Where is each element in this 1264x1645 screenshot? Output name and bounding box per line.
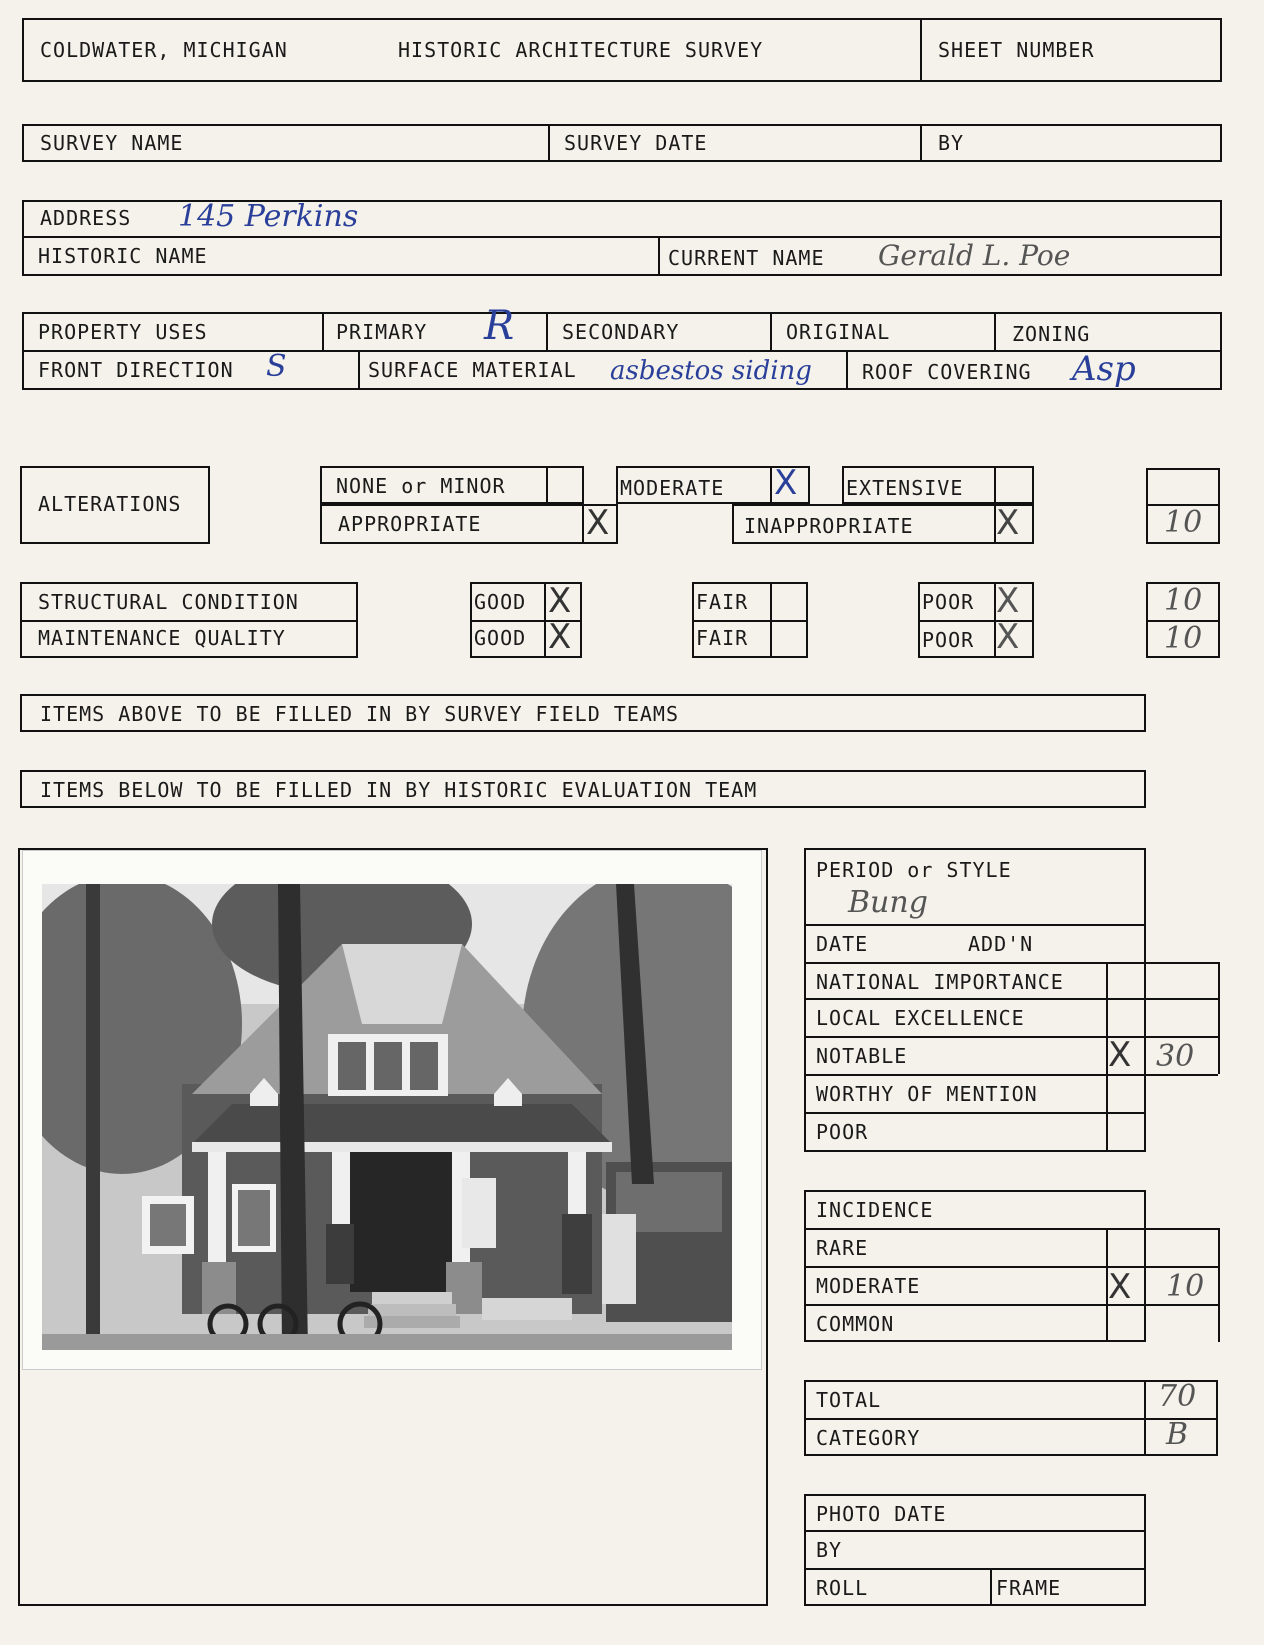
none-minor-label: NONE or MINOR <box>336 474 506 498</box>
page-title: HISTORIC ARCHITECTURE SURVEY <box>398 38 764 62</box>
roll-label: ROLL <box>816 1576 869 1600</box>
incidence-moderate-score: 10 <box>1166 1269 1205 1304</box>
alterations-label: ALTERATIONS <box>38 492 182 516</box>
survey-by-label: BY <box>938 131 965 155</box>
worthy-of-mention-label: WORTHY OF MENTION <box>816 1082 1038 1106</box>
current-name-value: Gerald L. Poe <box>878 239 1071 272</box>
original-label: ORIGINAL <box>786 320 891 344</box>
maintenance-score: 10 <box>1164 621 1203 656</box>
inappropriate-scribble-mark: X <box>996 503 1020 543</box>
category-label: CATEGORY <box>816 1426 921 1450</box>
items-above-note: ITEMS ABOVE TO BE FILLED IN BY SURVEY FIELD TEAMS <box>40 702 680 726</box>
photo-by-label: BY <box>816 1538 843 1562</box>
period-style-label: PERIOD or STYLE <box>816 858 1012 882</box>
incidence-label: INCIDENCE <box>816 1198 934 1222</box>
structural-score: 10 <box>1164 583 1203 618</box>
maintenance-poor-scribble-mark: X <box>996 617 1020 657</box>
maintenance-poor-label: POOR <box>922 628 975 652</box>
frame-label: FRAME <box>996 1576 1062 1600</box>
house-photo-image <box>42 884 732 1350</box>
structural-poor-scribble-mark: X <box>996 581 1020 621</box>
period-style-value: Bung <box>848 885 928 920</box>
evaluation-poor-label: POOR <box>816 1120 869 1144</box>
rare-label: RARE <box>816 1236 869 1260</box>
appropriate-check-mark: X <box>586 503 610 543</box>
incidence-moderate-label: MODERATE <box>816 1274 921 1298</box>
addn-label: ADD'N <box>968 932 1034 956</box>
structural-good-label: GOOD <box>474 590 527 614</box>
sheet-number-label: SHEET NUMBER <box>938 38 1095 62</box>
local-excellence-label: LOCAL EXCELLENCE <box>816 1006 1025 1030</box>
current-name-label: CURRENT NAME <box>668 246 825 270</box>
items-below-note: ITEMS BELOW TO BE FILLED IN BY HISTORIC EVALUATION TEAM <box>40 778 758 802</box>
date-label: DATE <box>816 932 869 956</box>
moderate-check-mark: X <box>774 463 798 503</box>
notable-label: NOTABLE <box>816 1044 908 1068</box>
front-direction-label: FRONT DIRECTION <box>38 358 234 382</box>
survey-date-label: SURVEY DATE <box>564 131 708 155</box>
maintenance-fair-label: FAIR <box>696 626 749 650</box>
address-value: 145 Perkins <box>178 199 359 234</box>
category-value: B <box>1166 1417 1189 1452</box>
photo-date-label: PHOTO DATE <box>816 1502 947 1526</box>
structural-poor-label: POOR <box>922 590 975 614</box>
primary-label: PRIMARY <box>336 320 428 344</box>
inappropriate-label: INAPPROPRIATE <box>744 514 914 538</box>
secondary-label: SECONDARY <box>562 320 680 344</box>
notable-check-mark: X <box>1108 1035 1132 1075</box>
maintenance-good-check-mark: X <box>548 617 572 657</box>
moderate-label: MODERATE <box>620 476 725 500</box>
maintenance-good-label: GOOD <box>474 626 527 650</box>
structural-fair-label: FAIR <box>696 590 749 614</box>
front-direction-value: S <box>266 349 287 384</box>
roof-covering-value: Asp <box>1072 349 1136 389</box>
zoning-label: ZONING <box>1012 322 1091 346</box>
total-value: 70 <box>1158 1379 1197 1414</box>
roof-covering-label: ROOF COVERING <box>862 360 1032 384</box>
incidence-moderate-check-mark: X <box>1108 1267 1132 1307</box>
historic-name-label: HISTORIC NAME <box>38 244 208 268</box>
maintenance-quality-label: MAINTENANCE QUALITY <box>38 626 286 650</box>
city-label: COLDWATER, MICHIGAN <box>40 38 288 62</box>
address-label: ADDRESS <box>40 206 132 230</box>
structural-good-check-mark: X <box>548 581 572 621</box>
appropriate-label: APPROPRIATE <box>338 512 482 536</box>
extensive-label: EXTENSIVE <box>846 476 964 500</box>
structural-condition-label: STRUCTURAL CONDITION <box>38 590 299 614</box>
alterations-score: 10 <box>1164 505 1203 540</box>
surface-material-value: asbestos siding <box>610 356 812 386</box>
national-importance-label: NATIONAL IMPORTANCE <box>816 970 1064 994</box>
house-photo <box>42 884 732 1350</box>
primary-value: R <box>484 303 515 349</box>
surface-material-label: SURFACE MATERIAL <box>368 358 577 382</box>
notable-score: 30 <box>1156 1039 1195 1074</box>
survey-name-label: SURVEY NAME <box>40 131 184 155</box>
common-label: COMMON <box>816 1312 895 1336</box>
total-label: TOTAL <box>816 1388 882 1412</box>
property-uses-label: PROPERTY USES <box>38 320 208 344</box>
